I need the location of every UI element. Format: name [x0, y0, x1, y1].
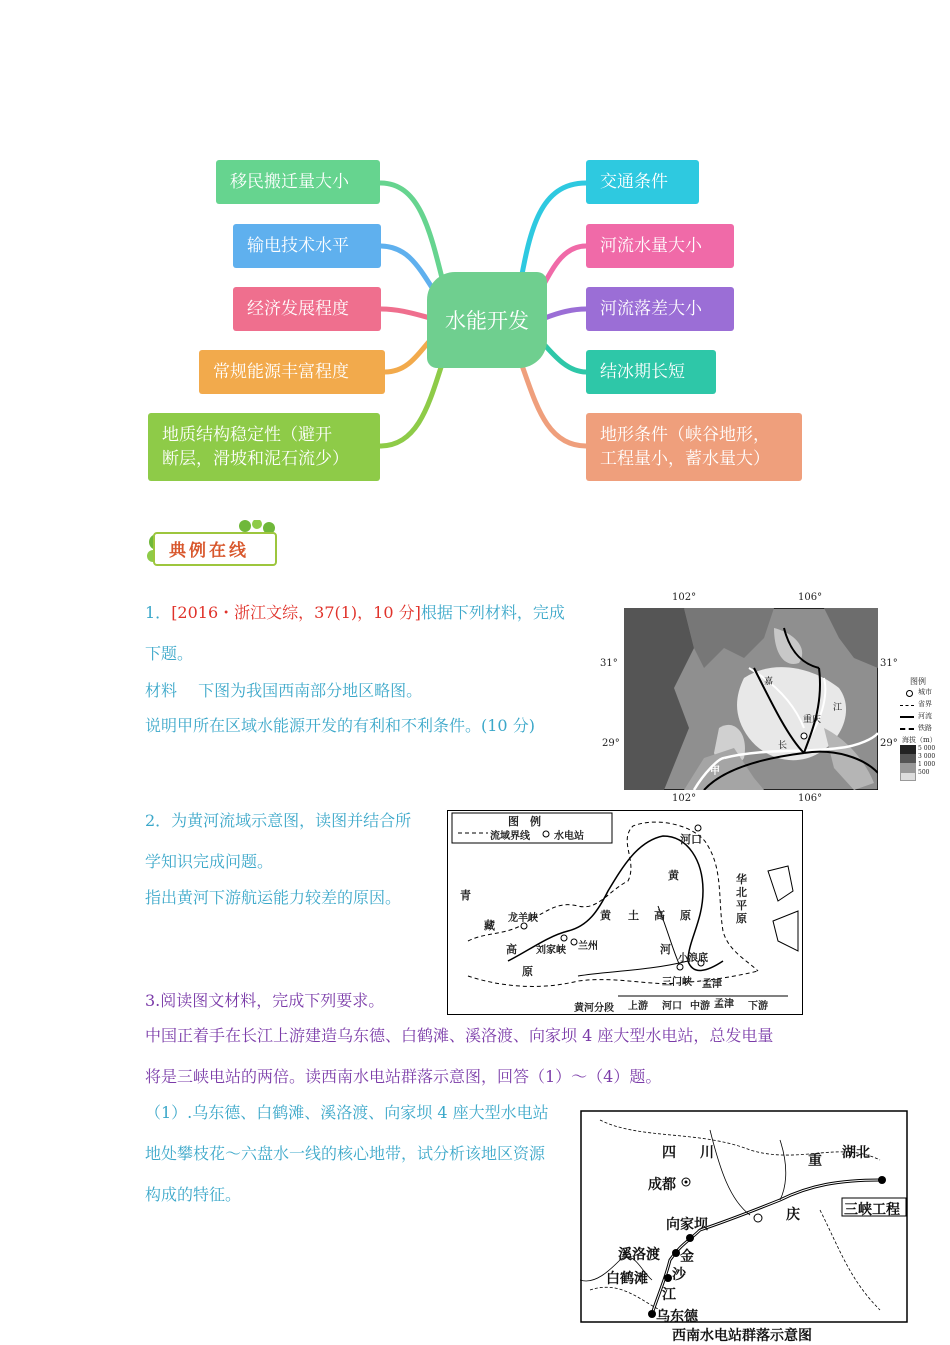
q1-source: [2016・浙江文综，37(1)，10 分]: [171, 603, 421, 622]
node-terrain: [586, 413, 802, 481]
map3-label-baihetan: 白鹤滩: [606, 1271, 648, 1287]
map1-elev-title: 海拔（m）: [902, 736, 937, 744]
map3-label-hubei: 湖北: [842, 1145, 870, 1161]
map1-label-jia: 甲: [710, 766, 720, 777]
node-river-drop: 河流落差大小: [586, 287, 734, 331]
map2-label-qing: 青: [460, 889, 471, 902]
mind-map: [0, 0, 950, 500]
q1-line3: 材料 下图为我国西南部分地区略图。: [145, 681, 423, 700]
q3-s2: 地处攀枝花～六盘水一线的核心地带，试分析该地区资源: [145, 1144, 546, 1163]
map1-legend-boundary: 省界: [896, 699, 942, 711]
map2-legend-boundary: 流域界线: [490, 831, 530, 842]
q3-s3: 构成的特征。: [145, 1185, 242, 1204]
q3-s1: （1）.乌东德、白鹤滩、溪洛渡、向家坝 4 座大型水电站: [145, 1103, 549, 1122]
map1-label-jiang: 江: [833, 703, 843, 713]
map1-lon-right-bottom: 106°: [798, 793, 823, 804]
map3-label-xiangjiaba: 向家坝: [666, 1217, 708, 1233]
banner-title: 典例在线: [169, 541, 249, 561]
node-geology-line2: 断层，滑坡和泥石流少）: [162, 449, 349, 469]
map3-label-chuan: 川: [700, 1145, 714, 1161]
mind-map-branches: [0, 0, 950, 500]
map2-label-huang: 黄: [668, 869, 679, 882]
map2-label-huangtu2: 土: [628, 909, 639, 922]
map2-label-lanzhou: 兰州: [578, 941, 598, 952]
node-transmission: 输电技术水平: [233, 224, 381, 268]
map3-label-xiluodu: 溪洛渡: [618, 1247, 660, 1263]
q2-line2: 学知识完成问题。: [145, 852, 274, 871]
map1-lat-bottom-right: 29°: [880, 738, 898, 749]
map2-label-huangtu3: 高: [654, 909, 665, 922]
node-freeze-period: 结冰期长短: [586, 350, 716, 394]
map2-seg-label: 黄河分段: [574, 1003, 614, 1014]
node-geology-line1: 地质结构稳定性（避开: [162, 425, 332, 445]
node-terrain-line2: 工程量小，蓄水量大）: [600, 449, 770, 469]
southwest-hydropower-map: [580, 1110, 910, 1344]
q1-line4: 说明甲所在区域水能源开发的有利和不利条件。(10 分): [145, 716, 535, 735]
map3-label-chengdu: 成都: [648, 1177, 676, 1193]
map2-label-yuan2: 原: [522, 965, 533, 978]
node-relocation: 移民搬迁量大小: [216, 160, 380, 204]
map3-label-si: 四: [662, 1145, 676, 1161]
map2-label-zang: 藏: [484, 919, 495, 932]
map2-seg-lower: 下游: [748, 1001, 768, 1012]
node-transport: 交通条件: [586, 160, 699, 204]
map3-label-jiang: 江: [662, 1287, 676, 1303]
node-conventional-energy: 常规能源丰富程度: [199, 350, 385, 394]
map2-seg-upper: 上游: [628, 1001, 648, 1012]
map3-label-qing: 庆: [786, 1207, 800, 1223]
southwest-relief-map: [598, 590, 943, 808]
q1-line2: 下题。: [145, 644, 194, 663]
map1-label-chongqing: 重庆: [803, 715, 822, 725]
node-terrain-line1: 地形条件（峡谷地形，: [600, 425, 770, 445]
q1-number: 1．: [145, 603, 172, 622]
map2-seg-hekou: 河口: [662, 1001, 682, 1012]
map1-legend: [896, 676, 942, 785]
map2-seg-middle: 中游: [690, 1001, 710, 1012]
map1-label-jia2: 嘉: [764, 677, 774, 687]
q3-p1: 中国正着手在长江上游建造乌东德、白鹤滩、溪洛渡、向家坝 4 座大型水电站，总发电量: [145, 1026, 774, 1045]
map1-label-chang: 长: [778, 741, 788, 751]
map2-label-he: 河: [660, 943, 671, 956]
node-river-volume: 河流水量大小: [586, 224, 734, 268]
map2-label-longyangxia: 龙羊峡: [508, 913, 538, 924]
map2-label-gao: 高: [506, 943, 517, 956]
yellow-river-map: [447, 810, 803, 1015]
map1-lon-left-top: 102°: [672, 592, 697, 603]
q1-line1: [145, 600, 565, 623]
map3-label-wudongde: 乌东德: [656, 1309, 698, 1325]
map1-lat-top-right: 31°: [880, 658, 898, 669]
map3-label-sanxia: 三峡工程: [844, 1202, 900, 1218]
q2-line1: 2．为黄河流域示意图，读图并结合所: [145, 811, 412, 830]
map1-legend-title: 图例: [910, 677, 926, 686]
map1-lon-right-top: 106°: [798, 592, 823, 603]
map3-label-jin: 金: [680, 1249, 694, 1265]
node-geology: [148, 413, 380, 481]
map2-label-sanmenxia: 三门峡: [662, 977, 692, 988]
map1-lon-left-bottom: 102°: [672, 793, 697, 804]
map2-label-mengjin: 孟津: [702, 979, 722, 990]
map1-elev-scale: 5 000 3 000 1 000 500: [896, 745, 942, 785]
map1-legend-river: 河流: [896, 711, 942, 723]
map2-label-xiaolangdi: 小浪底: [678, 953, 708, 964]
mind-map-center: 水能开发: [427, 272, 547, 368]
map3-label-sha: 沙: [672, 1267, 686, 1283]
q1-line1-rest: 根据下列材料，完成: [420, 603, 565, 622]
map2-label-huabei: 华北平原: [736, 873, 747, 925]
map1-lat-bottom-left: 29°: [602, 738, 620, 749]
q3-head: 3.阅读图文材料，完成下列要求。: [145, 991, 385, 1010]
q3-p2: 将是三峡电站的两倍。读西南水电站群落示意图，回答（1）～（4）题。: [145, 1067, 662, 1086]
map2-legend-station: 水电站: [554, 831, 584, 842]
section-banner: [145, 520, 277, 566]
map2-legend-title: 图 例: [508, 815, 541, 828]
map2-label-yuan: 原: [680, 909, 691, 922]
map1-lat-top-left: 31°: [600, 658, 618, 669]
q2-line3: 指出黄河下游航运能力较差的原因。: [145, 888, 402, 907]
node-economy: 经济发展程度: [233, 287, 381, 331]
map3-title: 西南水电站群落示意图: [672, 1328, 812, 1344]
map2-seg-mengjin: 孟津: [714, 999, 734, 1010]
map1-legend-railway: 铁路: [896, 723, 942, 735]
relief-map-body: [624, 608, 878, 790]
map3-label-zhong: 重: [808, 1153, 822, 1169]
map2-label-hekou: 河口: [680, 833, 702, 846]
map2-label-huangtu1: 黄: [600, 909, 611, 922]
map2-label-liujiaxia: 刘家峡: [536, 945, 566, 956]
map1-legend-city: 城市: [896, 687, 942, 699]
